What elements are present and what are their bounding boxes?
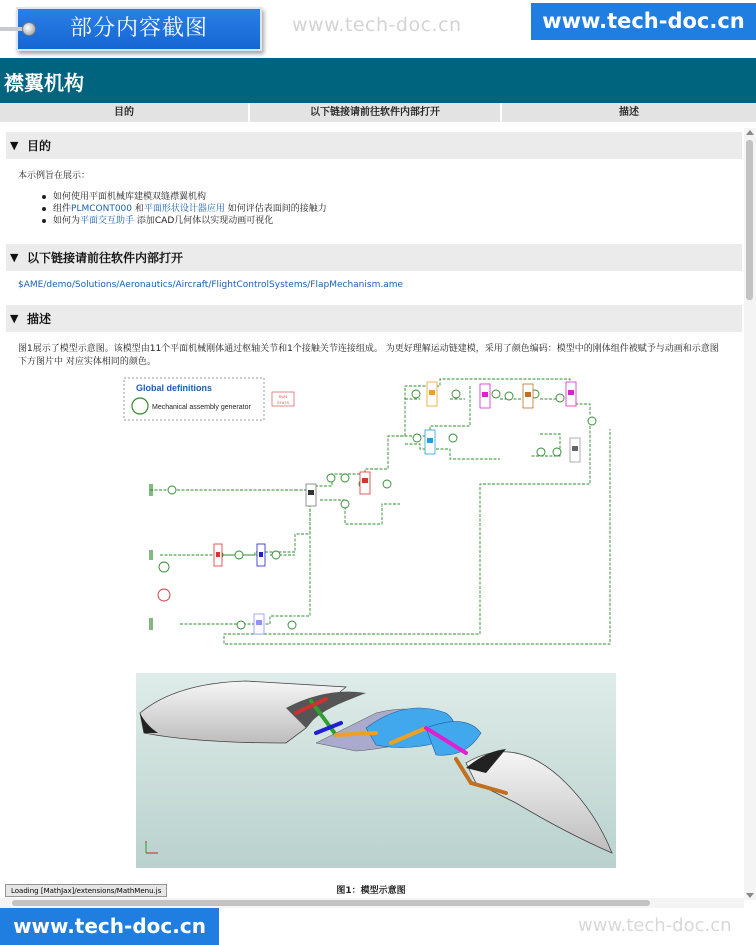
- watermark-text: www.tech-doc.cn: [292, 14, 462, 36]
- joint-symbols: [158, 390, 596, 629]
- nav-tab-purpose[interactable]: 目的: [0, 103, 250, 122]
- model-schematic-diagram: [120, 374, 614, 654]
- model-path-link[interactable]: $AME/demo/Solutions/Aeronautics/Aircraft/FlightControlSystems/FlapMechanism.ame: [18, 280, 404, 290]
- purpose-intro: 本示例旨在展示：: [18, 171, 91, 181]
- collapse-triangle-icon[interactable]: ▼: [10, 139, 19, 152]
- figure-caption: 图1：模型示意图: [336, 886, 406, 896]
- rigid-body-blocks: [214, 382, 580, 634]
- vertical-scrollbar[interactable]: [744, 128, 756, 900]
- document-content: [0, 122, 756, 905]
- mathjax-status: Loading [MathJax]/extensions/MathMenu.js: [5, 884, 167, 897]
- generator-label: Mechanical assembly generator: [152, 404, 251, 411]
- svg-text:STATS: STATS: [276, 400, 290, 405]
- horizontal-scrollbar[interactable]: [0, 898, 744, 908]
- description-paragraph: 图1展示了模型示意图。该模型由11个平面机械刚体通过枢轴关节和1个接触关节连接组成。 为更好理解运动链建模，采用了颜色编码：模型中的刚体组件被赋予与动画和示意图 下方图片中 对应实体相同的颜色。: [18, 344, 719, 367]
- list-item: 如何为平面交互助手 添加CAD几何体以实现动画可视化: [53, 215, 327, 227]
- site-banner-top[interactable]: www.tech-doc.cn: [531, 3, 756, 40]
- scroll-thumb[interactable]: [12, 900, 650, 906]
- screenshot-badge: 部分内容截图: [16, 7, 262, 51]
- section-header-description[interactable]: [6, 305, 742, 332]
- scroll-thumb[interactable]: [746, 140, 753, 300]
- nav-tab-description[interactable]: 描述: [502, 103, 756, 122]
- plmcont000-link[interactable]: PLMCONT000: [71, 204, 132, 214]
- page-title: 襟翼机构: [4, 71, 84, 95]
- section-heading: 以下链接请前往软件内部打开: [27, 251, 184, 265]
- section-header-links[interactable]: [6, 244, 742, 271]
- list-item: 如何使用平面机械库建模双缝襟翼机构: [53, 191, 327, 203]
- scroll-down-arrow-icon[interactable]: [746, 893, 754, 898]
- flap-3d-view: [136, 673, 616, 868]
- site-banner-bottom[interactable]: www.tech-doc.cn: [0, 908, 219, 945]
- pin-icon: [0, 22, 38, 36]
- section-heading: 描述: [27, 312, 52, 326]
- top-branding-band: [0, 0, 756, 58]
- nav-tab-links[interactable]: 以下链接请前往软件内部打开: [250, 103, 502, 122]
- list-item: 组件PLMCONT000 和平面形状设计器应用 如何评估表面间的接触力: [53, 203, 327, 215]
- scroll-up-arrow-icon[interactable]: [746, 130, 754, 135]
- global-definitions-title: Global definitions: [136, 383, 212, 393]
- page-title-bar: [0, 58, 756, 103]
- section-heading: 目的: [27, 139, 52, 153]
- interaction-helper-link[interactable]: 平面交互助手: [80, 216, 135, 226]
- svg-text:RUN: RUN: [278, 394, 288, 399]
- ground-symbols: [150, 484, 152, 630]
- collapse-triangle-icon[interactable]: ▼: [10, 251, 19, 264]
- shape-designer-link[interactable]: 平面形状设计器应用: [143, 204, 225, 214]
- watermark-text: www.tech-doc.cn: [578, 915, 732, 936]
- section-header-purpose[interactable]: [6, 132, 742, 159]
- section-nav: [0, 103, 756, 122]
- collapse-triangle-icon[interactable]: ▼: [10, 312, 19, 325]
- purpose-list: [53, 191, 327, 227]
